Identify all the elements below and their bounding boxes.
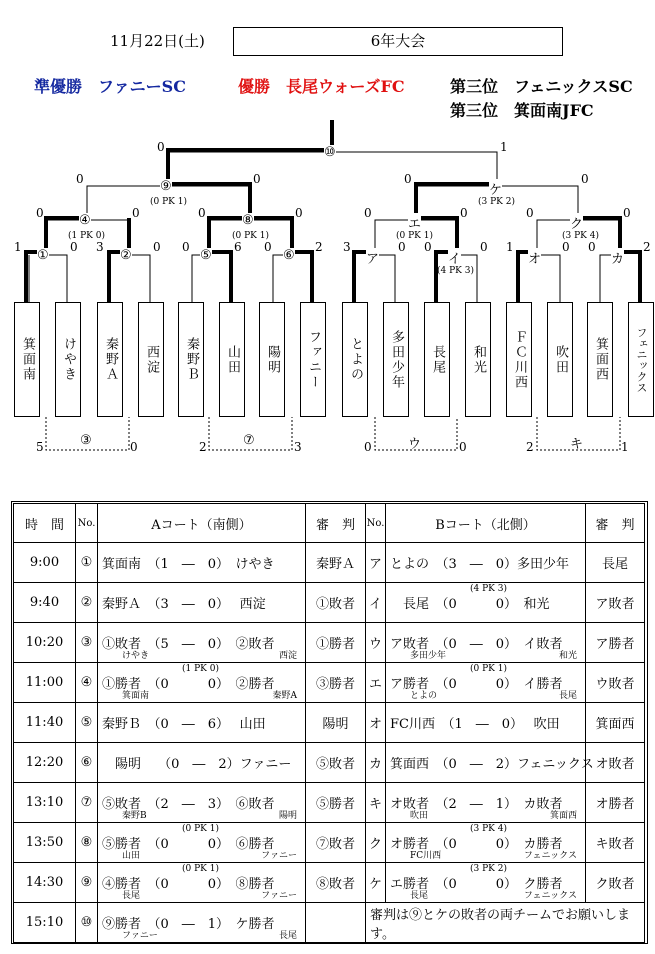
cell-text: ①勝者 （0 0） ②勝者 (102, 677, 275, 692)
team-sub: 長尾 (122, 891, 141, 901)
cell-text: ⑤敗者 （2 ― 3） ⑥敗者 (102, 797, 275, 812)
pk-score: (0 PK 1) (470, 664, 507, 674)
score: 1 (14, 240, 22, 254)
score: 3 (343, 240, 351, 254)
cell-time (14, 703, 76, 743)
cell-text: ⑤勝者 （0 0） ⑥勝者 (102, 837, 275, 852)
team-sub: ファニー (261, 851, 297, 861)
team-box: ファニー (300, 302, 326, 417)
match-6-label: ⑥ (283, 248, 295, 263)
cell-ref_b (586, 703, 645, 743)
cell-time (14, 543, 76, 583)
score: 0 (404, 172, 412, 186)
cell-text: FC川西 （1 ― 0） 吹田 (390, 717, 560, 732)
team-box: 陽明 (259, 302, 285, 417)
score: 0 (36, 206, 44, 220)
score: 0 (130, 440, 138, 454)
cell-text: ⑧ (80, 835, 93, 850)
cell-text: とよの （3 ― 0）多田少年 (390, 557, 570, 572)
score: 0 (198, 206, 206, 220)
cell-text: ⑩ (80, 915, 93, 930)
pk-9: (0 PK 1) (150, 197, 187, 207)
cell-text: イ (368, 597, 382, 612)
cell-text: 14:30 (25, 875, 64, 890)
cell-text: ア (368, 557, 382, 572)
cell-na (76, 743, 98, 783)
cell-text: ケ (368, 877, 382, 892)
third-place-2: 第三位 箕面南JFC (450, 101, 594, 120)
score: 0 (588, 240, 596, 254)
team-sub: フェニックス (523, 851, 577, 861)
cell-ref_a (306, 783, 366, 823)
cell-text: 13:50 (25, 835, 64, 850)
score: 0 (364, 440, 372, 454)
table-row (14, 863, 645, 903)
cell-nb (366, 583, 386, 623)
team-sub: 吹田 (410, 811, 429, 821)
team-sub: 和光 (558, 651, 577, 661)
team-sub: けやき (122, 651, 150, 661)
cell-ref_a (306, 823, 366, 863)
header-no-b: No. (366, 504, 386, 543)
cell-text: ①敗者 (315, 597, 355, 612)
match-u-label: ウ (408, 437, 422, 452)
cell-text: 9:40 (29, 595, 60, 610)
cell-na (76, 623, 98, 663)
score: 0 (581, 172, 589, 186)
cell-a (98, 903, 306, 943)
cell-text: カ (368, 757, 382, 772)
cell-text: ウ敗者 (595, 677, 635, 692)
table-row (14, 903, 645, 943)
pk-e: (0 PK 1) (396, 231, 433, 241)
cell-time (14, 823, 76, 863)
team-box: 山田 (219, 302, 245, 417)
cell-na (76, 903, 98, 943)
pk-i: (4 PK 3) (437, 266, 474, 276)
cell-nb (366, 663, 386, 703)
score: 3 (96, 240, 104, 254)
cell-text: 審判は⑨とケの敗者の両チームでお願いします。 (370, 907, 631, 942)
pk-8: (0 PK 1) (232, 231, 269, 241)
cell-time (14, 583, 76, 623)
cell-text: 秦野Ａ （3 ― 0） 西淀 (102, 597, 266, 612)
score: 0 (295, 206, 303, 220)
team-sub: FC川西 (410, 851, 442, 861)
cell-text: 秦野Ｂ （0 ― 6） 山田 (102, 717, 266, 732)
score: 0 (562, 240, 570, 254)
cell-b (386, 743, 594, 783)
team-sub: 箕面西 (549, 811, 577, 821)
team-box: 秦野Ａ (97, 302, 123, 417)
cell-b (386, 863, 586, 903)
cell-text: ⑤勝者 (315, 797, 355, 812)
cell-ref_b (586, 783, 645, 823)
cell-text: 10:20 (25, 635, 64, 650)
cell-nb (366, 783, 386, 823)
cell-na (76, 543, 98, 583)
cell-text: ア勝者 (595, 637, 635, 652)
score: 0 (253, 172, 261, 186)
cell-a (98, 583, 306, 623)
cell-time (14, 783, 76, 823)
score: 0 (153, 240, 161, 254)
cell-text: ⑨勝者 （0 ― 1） ケ勝者 (102, 917, 275, 932)
team-box: とよの (342, 302, 368, 417)
cell-ref_b (586, 823, 645, 863)
cell-text: 箕面西 (595, 717, 635, 732)
cell-text: キ (368, 797, 382, 812)
cell-b (386, 783, 586, 823)
cell-na (76, 863, 98, 903)
cell-text: オ敗者 (595, 757, 635, 772)
team-sub: ファニー (261, 891, 297, 901)
score: 2 (526, 440, 534, 454)
pk-ke: (3 PK 2) (478, 197, 515, 207)
pk-score: (0 PK 1) (182, 864, 219, 874)
pk-ku: (3 PK 4) (562, 231, 599, 241)
pk-score: (3 PK 4) (470, 824, 507, 834)
score: 1 (621, 440, 629, 454)
pk-score: (4 PK 3) (470, 584, 507, 594)
cell-time (14, 663, 76, 703)
score: 0 (526, 206, 534, 220)
cell-nb (366, 863, 386, 903)
header-time: 時 間 (14, 504, 76, 543)
cell-text: ク (368, 837, 382, 852)
table-row (14, 743, 645, 783)
team-box: 吹田 (547, 302, 573, 417)
third-place-1: 第三位 フェニックスSC (450, 77, 633, 96)
cell-ref_a (306, 903, 366, 943)
cell-a (98, 823, 306, 863)
table-row (14, 543, 645, 583)
cell-na (76, 783, 98, 823)
cell-b (386, 663, 586, 703)
cell-text: ③勝者 (315, 677, 355, 692)
score: 2 (315, 240, 323, 254)
header-court-a: Aコート（南側） (98, 504, 306, 543)
champion: 優勝 長尾ウォーズFC (238, 77, 405, 96)
cell-text: 陽明 （0 ― 2）ファニー (102, 757, 292, 772)
cell-text: ⑧敗者 (315, 877, 355, 892)
team-sub: 山田 (122, 851, 141, 861)
cell-text: オ勝者 （0 0） カ勝者 (390, 837, 563, 852)
cell-na (76, 583, 98, 623)
cell-nb (366, 543, 386, 583)
score: 2 (643, 240, 651, 254)
score: 1 (506, 240, 514, 254)
score: 0 (182, 240, 190, 254)
runner-up: 準優勝 ファニーSC (34, 77, 186, 96)
cell-text: オ勝者 (595, 797, 635, 812)
cell-text: ウ (368, 637, 382, 652)
cell-ref_a (306, 863, 366, 903)
cell-text: ①勝者 (315, 637, 355, 652)
cell-text: 13:10 (25, 795, 64, 810)
cell-text: 長尾 （0 0） 和光 (390, 597, 550, 612)
cell-text: 9:00 (29, 555, 60, 570)
team-sub: 長尾 (558, 691, 577, 701)
cell-na (76, 703, 98, 743)
cell-ref_b (586, 543, 645, 583)
team-box: フェニックス (628, 302, 654, 417)
cell-ref_a (306, 623, 366, 663)
score: 6 (234, 240, 242, 254)
score: 0 (132, 206, 140, 220)
cell-text: キ敗者 (595, 837, 635, 852)
header-ref-a: 審 判 (306, 504, 366, 543)
team-sub: 箕面南 (122, 691, 150, 701)
cell-text: ⑤ (80, 715, 93, 730)
score: 3 (294, 440, 302, 454)
cell-text: ① (80, 555, 93, 570)
cell-text: 11:00 (25, 675, 64, 690)
match-1-label: ① (37, 248, 49, 263)
score: 0 (480, 240, 488, 254)
header-court-b: Bコート（北側） (386, 504, 586, 543)
team-box: 秦野Ｂ (178, 302, 204, 417)
match-2-label: ② (120, 248, 132, 263)
pk-score: (1 PK 0) (182, 664, 219, 674)
match-8-label: ⑧ (242, 213, 254, 228)
team-box: 西淀 (138, 302, 164, 417)
cell-nb (366, 743, 386, 783)
cell-ref_a (306, 583, 366, 623)
cell-a (98, 543, 306, 583)
match-ki-label: キ (570, 437, 584, 452)
match-3-label: ③ (80, 433, 92, 448)
cell-ref_a (306, 703, 366, 743)
match-o-label: オ (528, 248, 541, 267)
team-sub: 多田少年 (410, 651, 447, 661)
cell-text: ⑤敗者 (315, 757, 355, 772)
cell-text: 12:20 (25, 755, 64, 770)
cell-text: 陽明 (322, 717, 349, 732)
team-box: 多田少年 (383, 302, 409, 417)
cell-text: ④ (80, 675, 93, 690)
pk-score: (0 PK 1) (182, 824, 219, 834)
cell-nb (366, 703, 386, 743)
cell-a (98, 863, 306, 903)
team-box: 箕面南 (14, 302, 40, 417)
score: 0 (364, 206, 372, 220)
cell-ref_b (586, 623, 645, 663)
table-row (14, 783, 645, 823)
cell-ref_b (586, 743, 645, 783)
cell-time (14, 903, 76, 943)
team-sub: 長尾 (410, 891, 429, 901)
tournament-title: 6年大会 (233, 27, 563, 56)
score: 0 (264, 240, 272, 254)
cell-ref_b (586, 863, 645, 903)
match-a-label: ア (366, 248, 379, 267)
cell-text: ④勝者 （0 0） ⑧勝者 (102, 877, 275, 892)
header-ref-b: 審 判 (586, 504, 645, 543)
score: 0 (460, 206, 468, 220)
score: 0 (424, 240, 432, 254)
cell-a (98, 783, 306, 823)
cell-text: ア勝者 （0 0） イ勝者 (390, 677, 563, 692)
cell-text: 秦野Ａ (315, 557, 355, 572)
cell-text: 15:10 (25, 915, 64, 930)
score: 1 (500, 140, 508, 154)
schedule-table (13, 503, 645, 943)
match-ku-label: ク (570, 213, 583, 232)
pk-score: (3 PK 2) (470, 864, 507, 874)
cell-na (76, 823, 98, 863)
cell-a (98, 663, 306, 703)
match-e-label: エ (408, 213, 421, 232)
team-box: 長尾 (424, 302, 450, 417)
table-row (14, 583, 645, 623)
cell-b (386, 543, 586, 583)
score: 0 (459, 440, 467, 454)
table-row (14, 823, 645, 863)
match-ke-label: ケ (489, 179, 502, 198)
cell-time (14, 743, 76, 783)
cell-text: 長尾 (601, 557, 628, 572)
score: 0 (623, 206, 631, 220)
score: 0 (70, 240, 78, 254)
match-i-label: イ (448, 248, 461, 267)
cell-ref_a (306, 543, 366, 583)
cell-text: ク敗者 (595, 877, 635, 892)
cell-text: ①敗者 （5 ― 0） ②敗者 (102, 637, 275, 652)
cell-text: オ敗者 （2 ― 1） カ敗者 (390, 797, 563, 812)
match-9-label: ⑨ (160, 179, 172, 194)
cell-b (386, 703, 586, 743)
cell-ref_b (586, 663, 645, 703)
cell-b (386, 583, 586, 623)
cell-note (366, 903, 645, 943)
match-4-label: ④ (79, 213, 91, 228)
cell-text: ⑨ (80, 875, 93, 890)
cell-text: ア敗者 （0 ― 0） イ敗者 (390, 637, 563, 652)
header-no-a: No. (76, 504, 98, 543)
score: 0 (157, 140, 165, 154)
match-7-label: ⑦ (243, 433, 255, 448)
cell-b (386, 623, 586, 663)
cell-text: ⑥ (80, 755, 93, 770)
cell-a (98, 623, 306, 663)
cell-text: ア敗者 (595, 597, 635, 612)
team-box: ＦＣ川西 (506, 302, 532, 417)
cell-nb (366, 823, 386, 863)
cell-text: エ (368, 677, 382, 692)
table-row (14, 623, 645, 663)
cell-text: 11:40 (25, 715, 64, 730)
match-10-label: ⑩ (324, 145, 336, 160)
cell-ref_a (306, 743, 366, 783)
team-sub: とよの (410, 691, 438, 701)
score: 0 (76, 172, 84, 186)
cell-text: オ (368, 717, 382, 732)
team-sub: 西淀 (278, 651, 297, 661)
team-sub: 秦野A (272, 691, 297, 701)
cell-time (14, 863, 76, 903)
cell-text: ⑦敗者 (315, 837, 355, 852)
cell-nb (366, 623, 386, 663)
cell-text: ③ (80, 635, 93, 650)
cell-na (76, 663, 98, 703)
score: 2 (199, 440, 207, 454)
score: 5 (36, 440, 44, 454)
cell-b (386, 823, 586, 863)
cell-text: エ勝者 （0 0） ク勝者 (390, 877, 563, 892)
match-ka-label: カ (611, 248, 624, 267)
cell-a (98, 743, 306, 783)
team-sub: 陽明 (278, 811, 297, 821)
team-box: 箕面西 (587, 302, 613, 417)
pk-4: (1 PK 0) (68, 231, 105, 241)
table-row (14, 703, 645, 743)
team-sub: フェニックス (523, 891, 577, 901)
cell-text: 箕面西 （0 ― 2）フェニックス (390, 757, 594, 772)
cell-text: ② (80, 595, 93, 610)
team-box: けやき (55, 302, 81, 417)
cell-ref_a (306, 663, 366, 703)
team-box: 和光 (465, 302, 491, 417)
cell-ref_b (586, 583, 645, 623)
team-sub: 長尾 (278, 931, 297, 941)
team-sub: 秦野B (122, 811, 147, 821)
tournament-date: 11月22日(土) (110, 32, 205, 50)
team-sub: ファニー (122, 931, 158, 941)
score: 0 (398, 240, 406, 254)
cell-a (98, 703, 306, 743)
table-header-row (14, 504, 645, 543)
match-5-label: ⑤ (200, 248, 212, 263)
cell-time (14, 623, 76, 663)
table-row (14, 663, 645, 703)
cell-text: 箕面南 （1 ― 0） けやき (102, 557, 275, 572)
cell-text: ⑦ (80, 795, 93, 810)
